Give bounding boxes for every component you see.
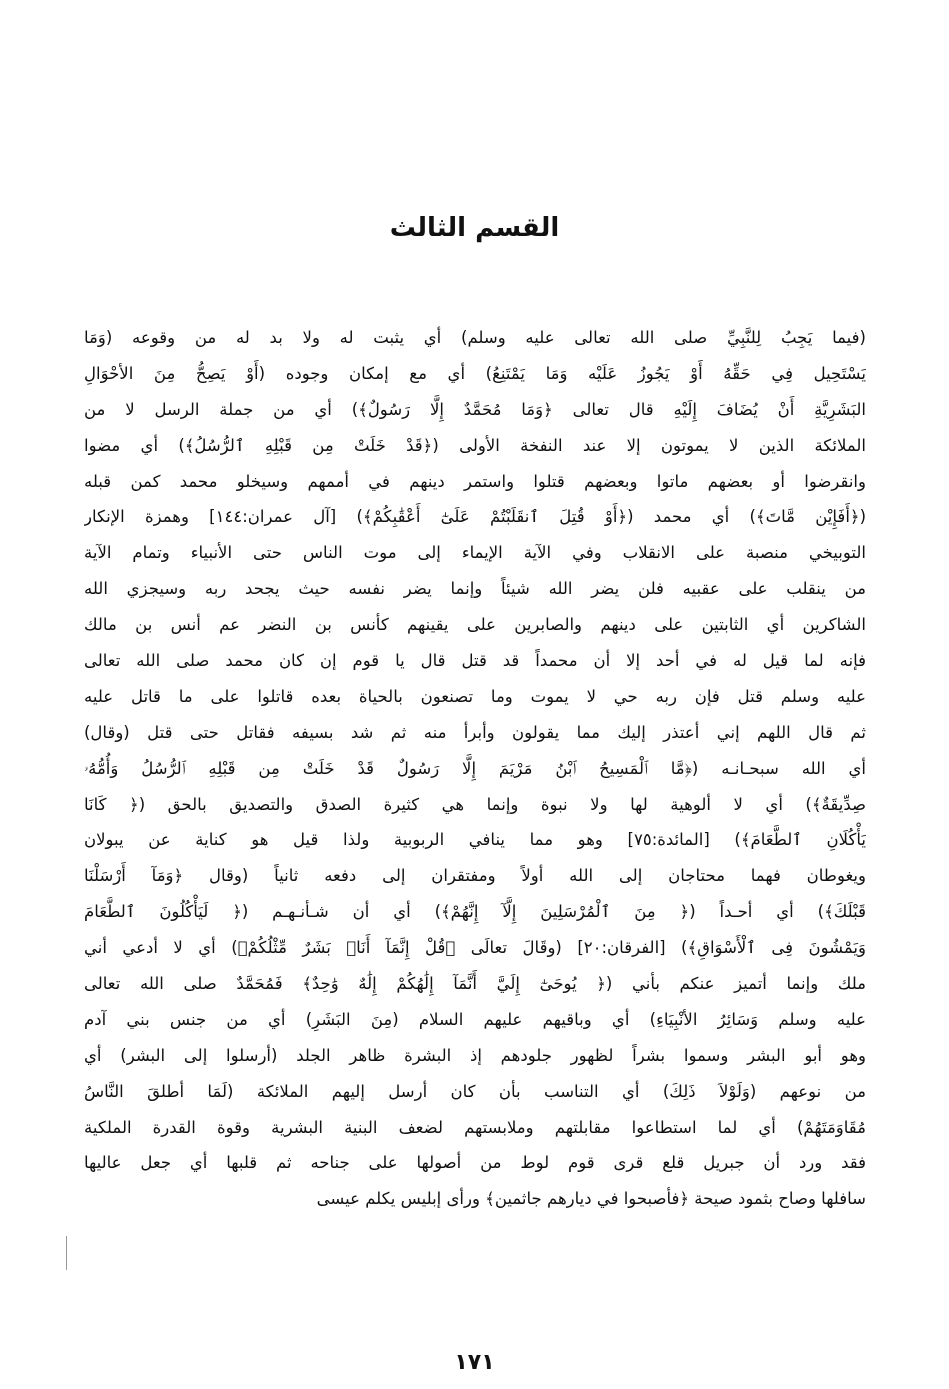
text-line: يَأْكُلَانِ ٱلطَّعَامَ﴾) [المائدة:٧٥] وهو مما ينافي الربوبية ولذا قيل هو كناية عن يبولان — [84, 830, 866, 850]
text-line: قَبْلَكَ﴾) أي أحـداً (﴿ مِنَ ٱلْمُرْسَلِينَ إِلَّآ إِنَّهُمْ﴾) أي أن شـأنـهـم (﴿ لَيَأْكُلُونَ ٱلطَّعَامَ — [84, 902, 866, 922]
text-line: صِدِّيقَةٌ﴾) أي لا ألوهية لها ولا نبوة وإنما هي كثيرة الصدق والتصديق بالحق (﴿ كَانَا — [84, 794, 866, 814]
text-line: الشاكرين أي الثابتين على دينهم والصابرين على يقينهم كأنس بن النضر عم أنس بن مالك — [84, 615, 866, 635]
text-line: عليه وسلم قتل فإن ربه حي لا يموت وما تصنعون بالحياة بعده قاتلوا على ما قاتل عليه — [84, 686, 866, 706]
margin-mark — [66, 1236, 67, 1270]
text-line: التوبيخي منصبة على الانقلاب وفي الآية الإيماء إلى موت الناس حتى الأنبياء وتمام الآية — [84, 543, 866, 563]
text-line: ثم قال اللهم إني أعتذر إليك مما يقولون وأبرأ منه ثم شد بسيفه فقاتل حتى قتل (وقال) — [84, 722, 866, 742]
text-line: سافلها وصاح بثمود صيحة ﴿فأصبحوا في ديارهم جاثمين﴾ ورأى إبليس يكلم عيسى — [316, 1189, 866, 1209]
text-line: البَشَرِيَّةِ أَنْ يُضَافَ إِلَيْهِ قال تعالى ﴿وَمَا مُحَمَّدٌ إِلَّا رَسُولٌ﴾) أي من جملة الرسل لا من — [84, 399, 866, 419]
text-line: من ينقلب على عقبيه فلن يضر الله شيئاً وإنما يضر نفسه حيث يجحد ربه وسيجزي الله — [84, 579, 866, 599]
text-line: وانقرضوا أو بعضهم ماتوا وبعضهم قتلوا واستمر دينهم في أممهم وسيخلو محمد كمن قبله — [84, 471, 866, 491]
text-line: الملائكة الذين لا يموتون إلا عند النفخة الأولى (﴿قَدْ خَلَتْ مِن قَبْلِهِ ٱلرُّسُلُ﴾) أي مضوا — [84, 435, 866, 455]
section-title: القسم الثالث — [389, 213, 560, 243]
text-line: فقد ورد أن جبريل قلع قرى قوم لوط من أصولها على جناحه ثم قلبها أي جعل عاليها — [84, 1153, 866, 1173]
text-line: عليه وسلم وَسَائِرُ الأنْبِيَاءِ) أي وباقيهم عليهم السلام (مِنَ البَشَرِ) أي من جنس بني آدم — [84, 1009, 866, 1029]
text-line: من نوعهم (وَلَوْلاَ ذَلِكَ) أي التناسب بأن كان أرسل إليهم الملائكة (لَمَا أطلقَ النَّاسُ — [84, 1081, 866, 1101]
text-line: فإنه لما قيل له في أحد إلا أن محمداً قد قتل قال يا قوم إن كان محمد صلى الله تعالى — [84, 651, 866, 671]
text-line: ملك وإنما أتميز عنكم بأني (﴿ يُوحَىٰٓ إِلَيَّ أَنَّمَآ إِلَٰهُكُمْ إِلَٰهٌ وَٰحِدٌ﴾ فَمُحَمَّدٌ صلى الله تعالى — [84, 974, 866, 994]
text-line: (فيما يَجِبُ لِلنَّبِيِّ صلى الله تعالى عليه وسلم) أي يثبت له ولا بد له من وقوعه (وَمَا — [84, 328, 866, 347]
text-line: (﴿أَفَإِيْن مَّاتَ﴾) أي محمد (﴿أَوْ قُتِلَ ٱنقَلَبْتُمْ عَلَىٰٓ أَعْقَٰبِكُمْ﴾) [آل عمران:١٤٤] وهمزة الإنكار — [84, 507, 866, 527]
page-number: ١٧١ — [454, 1350, 495, 1375]
text-line: يَسْتَحِيل فِي حَقِّهُ أَوْ يَجُوزُ عَلَيْه وَمَا يَمْتَنِعُ) أي مع إمكان وجوده (أَوْ يَصِحُّ مِنَ الأحْوَالِ — [84, 363, 866, 383]
text-line: ويغوطان فهما محتاجان إلى الله أولاً ومفتقران إلى دفعه ثانياً (وقال ﴿وَمَآ أَرْسَلْنَا — [84, 866, 866, 886]
text-line: أي الله سبحـانـه (﴿مَّا ٱلْمَسِيحُ ٱبْنُ مَرْيَمَ إِلَّا رَسُولٌ قَدْ خَلَتْ مِن قَبْلِهِ ٱلرُّسُلُ وَأُمُّهُۥ — [84, 758, 866, 778]
text-line: وهو أبو البشر وسموا بشراً لظهور جلودهم إذ البشرة ظاهر الجلد (أرسلوا إلى البشر) أي — [84, 1045, 866, 1065]
text-line: مُقَاوَمَتَهُمْ) أي لما استطاعوا مقابلتهم وملابستهم لضعف البنية البشرية وقوة القدرة الملكية — [84, 1117, 866, 1137]
body-text — [84, 320, 866, 1217]
text-line: وَيَمْشُونَ فِى ٱلْأَسْوَاقِ﴾) [الفرقان:٢٠] (وقَالَ تعالَى ﴿قُلْ إِنَّمَآ أَنَا۠ بَشَرٌ مِّثْلُكُمْ﴾) أي لا أدعي أني — [84, 938, 866, 958]
